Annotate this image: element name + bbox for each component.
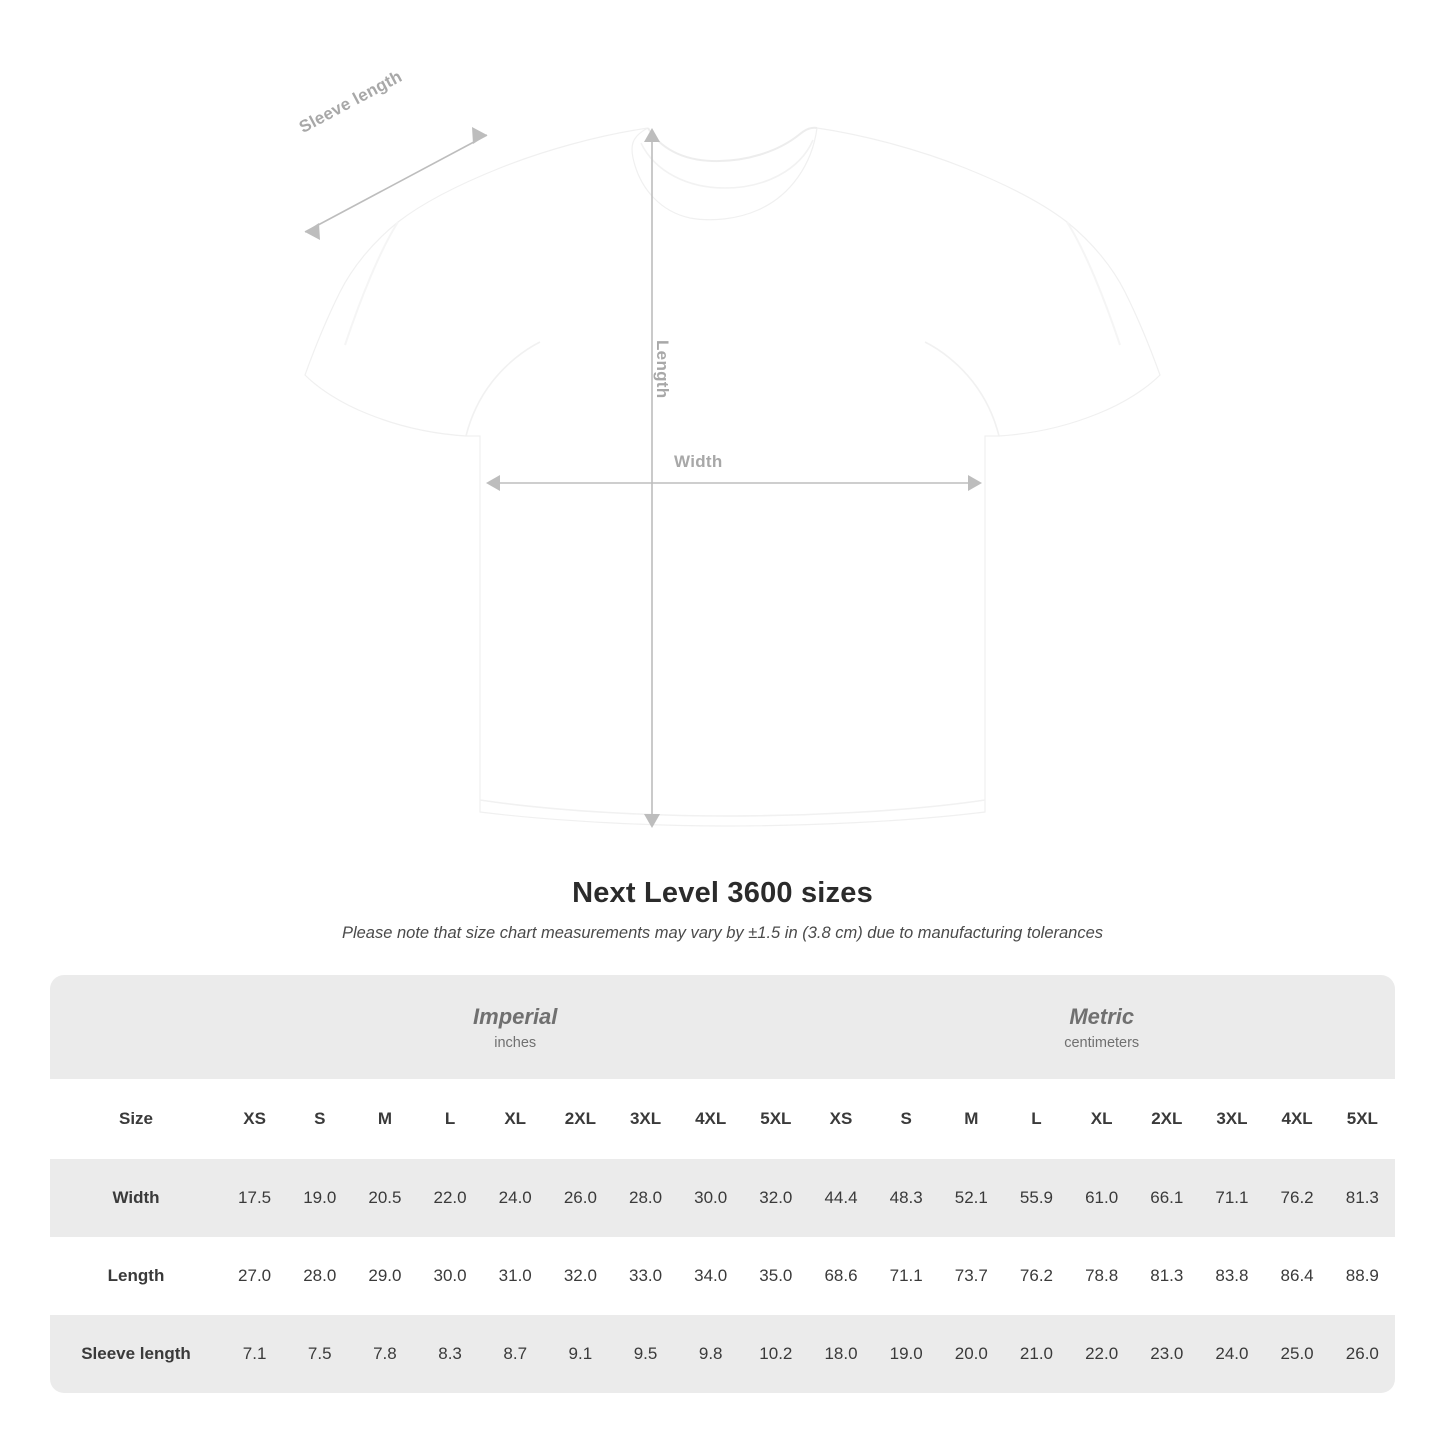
cell-length-metric-0: 68.6 — [808, 1237, 873, 1315]
length-label: Length — [653, 340, 672, 399]
size-table — [50, 975, 1395, 1393]
cell-sleeve-length-imperial-7: 9.8 — [678, 1315, 743, 1393]
cell-width-imperial-3: 22.0 — [417, 1159, 482, 1237]
unit-title-metric: Metric — [1069, 1004, 1135, 1030]
size-header-3xl-metric: 3XL — [1199, 1079, 1264, 1159]
size-table-container — [50, 975, 1395, 1393]
unit-title-imperial: Imperial — [473, 1004, 558, 1030]
unit-header-spacer — [50, 975, 222, 1079]
cell-sleeve-length-imperial-6: 9.5 — [613, 1315, 678, 1393]
unit-subtitle-metric: centimeters — [1064, 1034, 1140, 1051]
cell-sleeve-length-metric-7: 25.0 — [1265, 1315, 1330, 1393]
t-shirt-shape — [305, 128, 1160, 826]
size-row-label: Size — [50, 1079, 222, 1159]
cell-width-imperial-8: 32.0 — [743, 1159, 808, 1237]
size-header-2xl-metric: 2XL — [1134, 1079, 1199, 1159]
cell-length-imperial-3: 30.0 — [417, 1237, 482, 1315]
cell-length-metric-7: 86.4 — [1265, 1237, 1330, 1315]
cell-width-metric-4: 61.0 — [1069, 1159, 1134, 1237]
table-row — [50, 1159, 1395, 1237]
cell-length-imperial-6: 33.0 — [613, 1237, 678, 1315]
cell-length-metric-5: 81.3 — [1134, 1237, 1199, 1315]
row-label-width: Width — [50, 1159, 222, 1237]
cell-length-metric-3: 76.2 — [1004, 1237, 1069, 1315]
size-header-l-metric: L — [1004, 1079, 1069, 1159]
cell-width-metric-2: 52.1 — [939, 1159, 1004, 1237]
cell-length-imperial-5: 32.0 — [548, 1237, 613, 1315]
size-header-4xl-metric: 4XL — [1265, 1079, 1330, 1159]
cell-width-imperial-6: 28.0 — [613, 1159, 678, 1237]
size-header-4xl-imperial: 4XL — [678, 1079, 743, 1159]
cell-length-imperial-1: 28.0 — [287, 1237, 352, 1315]
unit-header-imperial — [222, 975, 808, 1079]
cell-length-imperial-8: 35.0 — [743, 1237, 808, 1315]
cell-length-metric-1: 71.1 — [874, 1237, 939, 1315]
size-row — [50, 1079, 1395, 1159]
cell-width-metric-1: 48.3 — [874, 1159, 939, 1237]
width-label: Width — [674, 452, 723, 471]
size-header-xl-imperial: XL — [483, 1079, 548, 1159]
tolerance-note: Please note that size chart measurements may vary by ±1.5 in (3.8 cm) due to manufacturing tolerances — [341, 924, 1104, 942]
cell-width-metric-8: 81.3 — [1330, 1159, 1395, 1237]
cell-width-metric-7: 76.2 — [1265, 1159, 1330, 1237]
size-header-2xl-imperial: 2XL — [548, 1079, 613, 1159]
cell-length-imperial-7: 34.0 — [678, 1237, 743, 1315]
cell-sleeve-length-imperial-1: 7.5 — [287, 1315, 352, 1393]
row-label-sleeve-length: Sleeve length — [50, 1315, 222, 1393]
cell-sleeve-length-imperial-4: 8.7 — [483, 1315, 548, 1393]
cell-sleeve-length-imperial-0: 7.1 — [222, 1315, 287, 1393]
cell-width-imperial-4: 24.0 — [483, 1159, 548, 1237]
cell-sleeve-length-imperial-5: 9.1 — [548, 1315, 613, 1393]
row-label-length: Length — [50, 1237, 222, 1315]
cell-width-imperial-0: 17.5 — [222, 1159, 287, 1237]
size-header-5xl-metric: 5XL — [1330, 1079, 1395, 1159]
page-title: Next Level 3600 sizes — [572, 877, 873, 909]
cell-sleeve-length-imperial-2: 7.8 — [352, 1315, 417, 1393]
unit-subtitle-imperial: inches — [494, 1034, 537, 1051]
size-header-5xl-imperial: 5XL — [743, 1079, 808, 1159]
cell-sleeve-length-imperial-3: 8.3 — [417, 1315, 482, 1393]
size-header-s-imperial: S — [287, 1079, 352, 1159]
size-header-xs-metric: XS — [808, 1079, 873, 1159]
cell-sleeve-length-metric-0: 18.0 — [808, 1315, 873, 1393]
cell-width-metric-6: 71.1 — [1199, 1159, 1264, 1237]
size-header-m-metric: M — [939, 1079, 1004, 1159]
cell-length-metric-6: 83.8 — [1199, 1237, 1264, 1315]
table-row — [50, 1315, 1395, 1393]
sleeve-length-label: Sleeve length — [296, 66, 406, 137]
cell-width-imperial-2: 20.5 — [352, 1159, 417, 1237]
table-row — [50, 1237, 1395, 1315]
size-header-xl-metric: XL — [1069, 1079, 1134, 1159]
cell-width-imperial-5: 26.0 — [548, 1159, 613, 1237]
cell-length-imperial-4: 31.0 — [483, 1237, 548, 1315]
cell-length-imperial-2: 29.0 — [352, 1237, 417, 1315]
cell-sleeve-length-metric-6: 24.0 — [1199, 1315, 1264, 1393]
cell-width-metric-0: 44.4 — [808, 1159, 873, 1237]
cell-sleeve-length-metric-8: 26.0 — [1330, 1315, 1395, 1393]
cell-sleeve-length-metric-1: 19.0 — [874, 1315, 939, 1393]
cell-width-imperial-7: 30.0 — [678, 1159, 743, 1237]
cell-sleeve-length-imperial-8: 10.2 — [743, 1315, 808, 1393]
cell-sleeve-length-metric-2: 20.0 — [939, 1315, 1004, 1393]
cell-length-imperial-0: 27.0 — [222, 1237, 287, 1315]
size-header-s-metric: S — [874, 1079, 939, 1159]
cell-sleeve-length-metric-3: 21.0 — [1004, 1315, 1069, 1393]
size-header-3xl-imperial: 3XL — [613, 1079, 678, 1159]
cell-length-metric-4: 78.8 — [1069, 1237, 1134, 1315]
size-header-xs-imperial: XS — [222, 1079, 287, 1159]
cell-length-metric-2: 73.7 — [939, 1237, 1004, 1315]
cell-width-imperial-1: 19.0 — [287, 1159, 352, 1237]
chart-heading — [0, 877, 1445, 943]
size-header-m-imperial: M — [352, 1079, 417, 1159]
unit-header-metric — [808, 975, 1395, 1079]
unit-header-row — [50, 975, 1395, 1079]
cell-length-metric-8: 88.9 — [1330, 1237, 1395, 1315]
cell-width-metric-3: 55.9 — [1004, 1159, 1069, 1237]
cell-width-metric-5: 66.1 — [1134, 1159, 1199, 1237]
cell-sleeve-length-metric-4: 22.0 — [1069, 1315, 1134, 1393]
size-header-l-imperial: L — [417, 1079, 482, 1159]
cell-sleeve-length-metric-5: 23.0 — [1134, 1315, 1199, 1393]
